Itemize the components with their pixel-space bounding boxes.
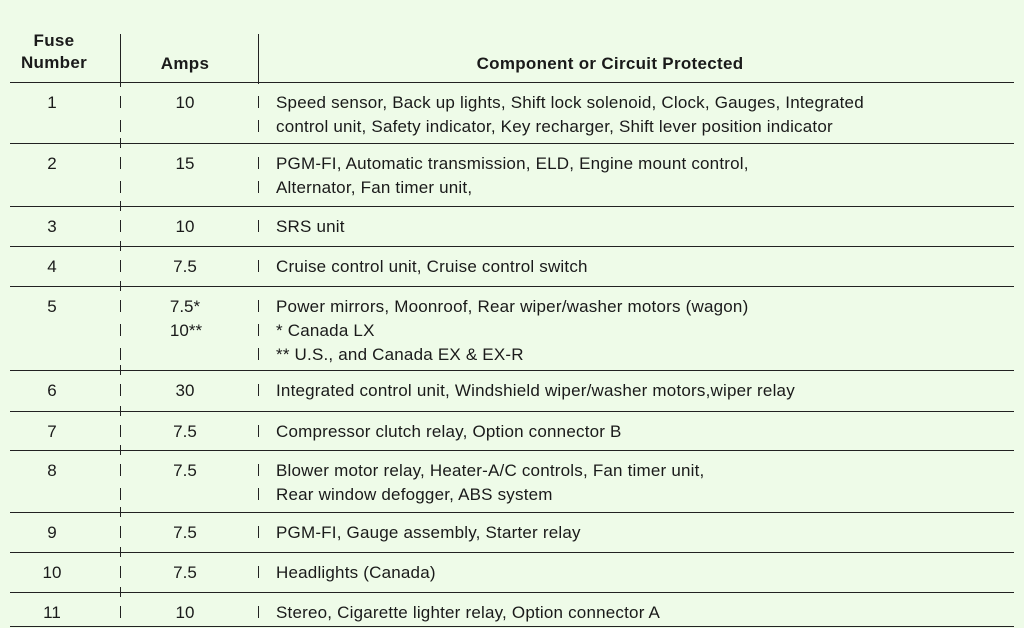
column-divider-mark: [120, 96, 121, 108]
column-divider-mark: [258, 606, 259, 618]
column-divider-mark: [258, 157, 259, 169]
amps-cell: [140, 295, 230, 343]
fuse-number-cell: 8: [47, 461, 57, 480]
column-divider-mark: [120, 526, 121, 538]
column-divider-mark: [120, 181, 121, 193]
amps-value: 7.5: [173, 523, 197, 542]
column-divider-mark: [258, 488, 259, 500]
amps-value: 10**: [169, 321, 203, 340]
component-cell: [276, 91, 1016, 139]
amps-cell: [140, 459, 230, 483]
column-divider-mark: [120, 157, 121, 169]
row-separator: [10, 82, 1014, 83]
component-cell: [276, 521, 1016, 545]
amps-cell: [140, 255, 230, 279]
column-divider-mark: [120, 384, 121, 396]
fuse-number-cell: 2: [47, 154, 57, 173]
component-line: ** U.S., and Canada EX & EX-R: [276, 345, 524, 364]
component-line: Headlights (Canada): [276, 563, 436, 582]
table-row: [0, 411, 1024, 450]
column-divider-mark: [120, 260, 121, 272]
component-line: control unit, Safety indicator, Key recharger, Shift lever position indicator: [276, 117, 833, 136]
component-cell: [276, 601, 1016, 625]
row-separator: [10, 411, 1014, 412]
header-amps: Amps: [160, 54, 210, 73]
header-divider-2: [258, 34, 259, 84]
amps-value: 7.5*: [169, 297, 201, 316]
column-divider-mark: [120, 348, 121, 360]
column-divider-mark: [258, 464, 259, 476]
amps-cell: [140, 379, 230, 403]
component-line: Compressor clutch relay, Option connector B: [276, 422, 622, 441]
component-cell: [276, 295, 1016, 367]
amps-cell: [140, 420, 230, 444]
component-line: Integrated control unit, Windshield wiper/washer motors,wiper relay: [276, 381, 795, 400]
column-divider-mark: [120, 300, 121, 312]
column-divider-mark: [258, 181, 259, 193]
row-separator: [10, 143, 1014, 144]
column-divider-mark: [120, 220, 121, 232]
row-separator: [10, 450, 1014, 451]
column-divider-mark: [258, 120, 259, 132]
amps-cell: [140, 215, 230, 239]
column-divider-mark: [258, 348, 259, 360]
component-line: Stereo, Cigarette lighter relay, Option connector A: [276, 603, 661, 622]
component-line: SRS unit: [276, 217, 345, 236]
amps-value: 30: [175, 381, 195, 400]
component-line: PGM-FI, Gauge assembly, Starter relay: [276, 523, 581, 542]
header-fuse-number: [14, 30, 94, 74]
component-line: Speed sensor, Back up lights, Shift lock solenoid, Clock, Gauges, Integrated: [276, 93, 864, 112]
component-line: * Canada LX: [276, 321, 375, 340]
amps-value: 7.5: [173, 257, 197, 276]
column-divider-mark: [258, 566, 259, 578]
column-divider-mark: [258, 96, 259, 108]
column-divider-mark: [258, 384, 259, 396]
amps-cell: [140, 561, 230, 585]
table-row: [0, 370, 1024, 411]
table-row: [0, 82, 1024, 143]
row-separator: [10, 552, 1014, 553]
component-cell: [276, 215, 1016, 239]
amps-cell: [140, 521, 230, 545]
component-cell: [276, 561, 1016, 585]
table-bottom-line: [10, 626, 1014, 627]
row-separator: [10, 206, 1014, 207]
component-cell: [276, 420, 1016, 444]
fuse-number-cell: 7: [47, 422, 57, 441]
table-row: [0, 450, 1024, 512]
amps-value: 10: [175, 217, 195, 236]
column-divider-mark: [258, 526, 259, 538]
amps-value: 10: [175, 93, 195, 112]
component-cell: [276, 255, 1016, 279]
column-divider-mark: [258, 324, 259, 336]
fuse-number-cell: 9: [47, 523, 57, 542]
amps-value: 10: [175, 603, 195, 622]
column-divider-mark: [120, 324, 121, 336]
component-line: Alternator, Fan timer unit,: [276, 178, 473, 197]
component-cell: [276, 152, 1016, 200]
column-divider-mark: [258, 220, 259, 232]
table-row: [0, 512, 1024, 552]
table-row: [0, 286, 1024, 370]
component-line: Rear window defogger, ABS system: [276, 485, 553, 504]
component-line: PGM-FI, Automatic transmission, ELD, Engine mount control,: [276, 154, 749, 173]
column-divider-mark: [120, 566, 121, 578]
column-divider-mark: [120, 488, 121, 500]
column-divider-mark: [120, 120, 121, 132]
table-row: [0, 592, 1024, 628]
header-component: Component or Circuit Protected: [476, 54, 744, 73]
row-separator: [10, 512, 1014, 513]
column-divider-mark: [258, 425, 259, 437]
row-separator: [10, 592, 1014, 593]
column-divider-mark: [258, 260, 259, 272]
amps-value: 7.5: [173, 422, 197, 441]
amps-cell: [140, 152, 230, 176]
column-divider-mark: [120, 425, 121, 437]
header-fuse-line1: Fuse: [33, 31, 75, 50]
table-row: [0, 246, 1024, 286]
fuse-number-cell: 3: [47, 217, 57, 236]
fuse-number-cell: 10: [42, 563, 62, 582]
row-separator: [10, 246, 1014, 247]
column-divider-mark: [120, 464, 121, 476]
fuse-number-cell: 6: [47, 381, 57, 400]
fuse-number-cell: 1: [47, 93, 57, 112]
component-cell: [276, 459, 1016, 507]
component-line: Blower motor relay, Heater-A/C controls, Fan timer unit,: [276, 461, 705, 480]
fuse-number-cell: 5: [47, 297, 57, 316]
row-separator: [10, 286, 1014, 287]
fuse-number-cell: 11: [43, 603, 61, 622]
table-row: [0, 143, 1024, 206]
fuse-number-cell: 4: [47, 257, 57, 276]
amps-cell: [140, 91, 230, 115]
amps-cell: [140, 601, 230, 625]
amps-value: 15: [175, 154, 195, 173]
row-separator: [10, 370, 1014, 371]
column-divider-mark: [258, 300, 259, 312]
table-row: [0, 206, 1024, 246]
table-row: [0, 552, 1024, 592]
component-cell: [276, 379, 1016, 403]
header-fuse-line2: Number: [20, 53, 88, 72]
component-line: Cruise control unit, Cruise control switch: [276, 257, 588, 276]
amps-value: 7.5: [173, 461, 197, 480]
column-divider-mark: [120, 606, 121, 618]
amps-value: 7.5: [173, 563, 197, 582]
component-line: Power mirrors, Moonroof, Rear wiper/washer motors (wagon): [276, 297, 749, 316]
